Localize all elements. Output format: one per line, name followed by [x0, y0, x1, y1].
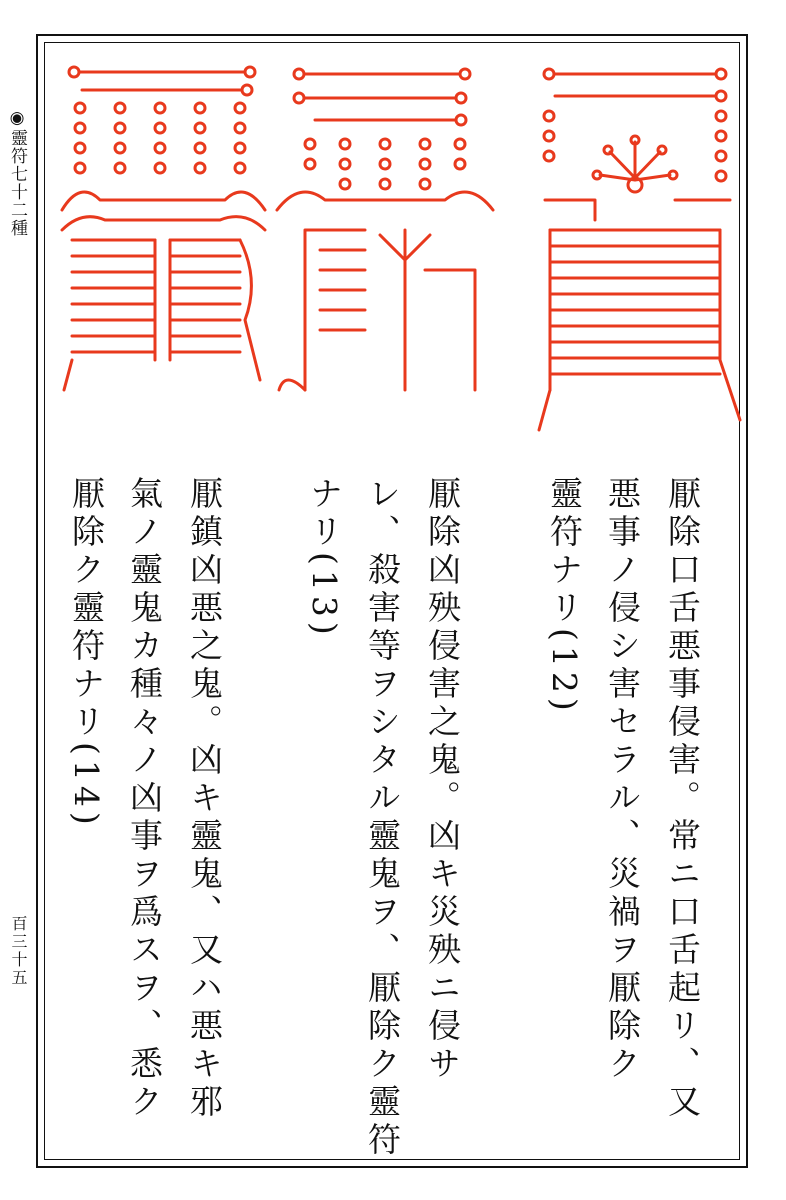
seal-12-icon	[535, 60, 745, 440]
text-column-5: レ、殺害等ヲシタル靈鬼ヲ、厭除ク靈符	[363, 476, 402, 1160]
text-column-2: 悪事ノ侵シ害セラル、災禍ヲ厭除ク	[603, 476, 642, 1084]
text-column-7: 厭鎮凶悪之鬼。凶キ靈鬼、又ハ悪キ邪	[185, 476, 224, 1122]
text-column-9: 厭除ク靈符ナリ(14)	[67, 476, 106, 830]
text-column-3: 靈符ナリ(12)	[545, 476, 584, 716]
seal-14-icon	[60, 60, 270, 400]
text-column-8: 氣ノ靈鬼カ種々ノ凶事ヲ爲スヲ、悉ク	[125, 476, 164, 1122]
text-column-6: ナリ(13)	[305, 476, 344, 640]
text-column-1: 厭除口舌悪事侵害。常ニ口舌起リ、又	[663, 476, 702, 1122]
running-title: ◉靈符七十二種	[7, 108, 27, 237]
seal-13-icon	[275, 60, 495, 400]
page-number: 百三十五	[9, 915, 28, 987]
text-column-4: 厭除凶殃侵害之鬼。凶キ災殃ニ侵サ	[423, 476, 462, 1084]
